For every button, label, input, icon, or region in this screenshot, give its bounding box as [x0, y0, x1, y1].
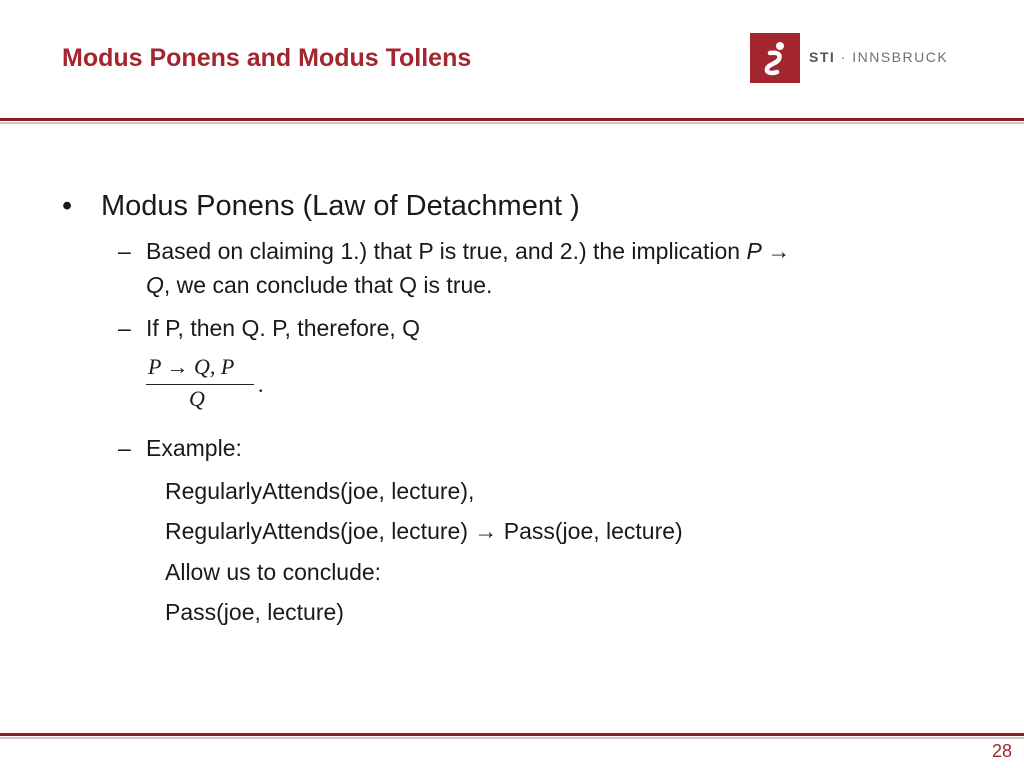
page-number: 28 — [991, 741, 1012, 761]
example-line: RegularlyAttends(joe, lecture), — [165, 478, 475, 504]
dash-marker: – — [118, 238, 131, 264]
example-line: Pass(joe, lecture) — [165, 599, 344, 625]
footer-divider — [0, 733, 1024, 736]
logo-location: INNSBRUCK — [852, 49, 949, 65]
point1-line1-text: Based on claiming 1.) that P is true, and 2.) the implication — [146, 238, 747, 264]
point2-text: If P, then Q. P, therefore, Q — [146, 315, 421, 341]
bullet-marker: • — [62, 190, 73, 222]
example-label: Example: — [146, 435, 242, 461]
point1-line2 — [146, 272, 492, 299]
point1-line2-text: , we can conclude that Q is true. — [163, 272, 493, 298]
point1-line1 — [146, 238, 790, 265]
formula-numerator: P → Q, P — [148, 354, 235, 379]
footer-divider-shadow — [0, 737, 1024, 739]
modus-ponens-formula — [146, 354, 276, 420]
dash-marker: – — [118, 435, 131, 461]
point1-line2-math: Q — [146, 272, 164, 298]
dash-marker: – — [118, 315, 131, 341]
point1-line1-math: P → — [746, 238, 791, 264]
logo-separator: · — [840, 49, 847, 65]
example-line: RegularlyAttends(joe, lecture) → Pass(joe, lecture) — [165, 518, 683, 544]
formula-period: . — [258, 372, 264, 397]
logo-brand: STI — [809, 49, 836, 65]
formula-denominator: Q — [189, 386, 205, 411]
formula-fraction-bar — [146, 384, 254, 385]
example-line: Allow us to conclude: — [165, 559, 382, 585]
bullet-heading: Modus Ponens (Law of Detachment ) — [101, 190, 580, 222]
slide-title: Modus Ponens and Modus Tollens — [62, 44, 472, 72]
